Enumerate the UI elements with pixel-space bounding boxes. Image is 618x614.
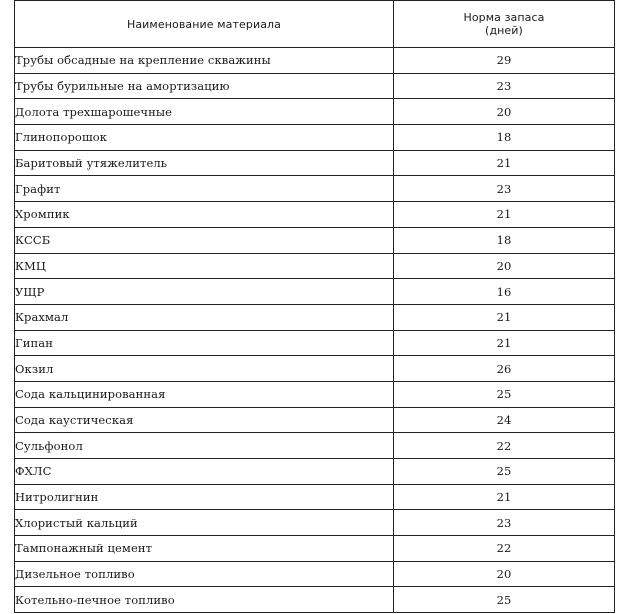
material-name-cell: Глинопорошок bbox=[15, 125, 394, 151]
material-name-cell: УЩР bbox=[15, 279, 394, 305]
material-name-cell: Хромпик bbox=[15, 202, 394, 228]
table-row bbox=[15, 176, 615, 202]
stock-days-cell: 23 bbox=[394, 73, 615, 99]
stock-days-cell: 23 bbox=[394, 510, 615, 536]
material-name-cell: Сульфонол bbox=[15, 433, 394, 459]
table-row bbox=[15, 433, 615, 459]
table-row bbox=[15, 459, 615, 485]
stock-days-cell: 20 bbox=[394, 99, 615, 125]
table-row bbox=[15, 304, 615, 330]
table-row bbox=[15, 330, 615, 356]
table-row bbox=[15, 536, 615, 562]
material-name-cell: Баритовый утяжелитель bbox=[15, 150, 394, 176]
stock-days-cell: 21 bbox=[394, 484, 615, 510]
table-row bbox=[15, 561, 615, 587]
material-name-cell: Гипан bbox=[15, 330, 394, 356]
stock-days-cell: 21 bbox=[394, 202, 615, 228]
material-name-cell: Трубы обсадные на крепление скважины bbox=[15, 48, 394, 74]
header-row bbox=[15, 1, 615, 48]
material-name-cell: ФХЛС bbox=[15, 459, 394, 485]
stock-days-cell: 20 bbox=[394, 561, 615, 587]
table-row bbox=[15, 202, 615, 228]
header-stock-norm-unit: (дней) bbox=[485, 24, 523, 37]
material-name-cell: КМЦ bbox=[15, 253, 394, 279]
material-name-cell: Графит bbox=[15, 176, 394, 202]
header-stock-norm bbox=[394, 1, 615, 48]
stock-days-cell: 25 bbox=[394, 459, 615, 485]
header-stock-norm-label: Норма запаса bbox=[463, 11, 545, 24]
stock-days-cell: 21 bbox=[394, 150, 615, 176]
table-body bbox=[15, 48, 615, 613]
stock-days-cell: 23 bbox=[394, 176, 615, 202]
material-name-cell: Тампонажный цемент bbox=[15, 536, 394, 562]
material-name-cell: Трубы бурильные на амортизацию bbox=[15, 73, 394, 99]
material-name-cell: Окзил bbox=[15, 356, 394, 382]
material-name-cell: КССБ bbox=[15, 227, 394, 253]
material-name-cell: Дизельное топливо bbox=[15, 561, 394, 587]
stock-days-cell: 16 bbox=[394, 279, 615, 305]
materials-stock-table bbox=[14, 0, 615, 613]
material-name-cell: Хлористый кальций bbox=[15, 510, 394, 536]
stock-days-cell: 25 bbox=[394, 587, 615, 613]
table-row bbox=[15, 253, 615, 279]
table-row bbox=[15, 407, 615, 433]
table-row bbox=[15, 227, 615, 253]
table-row bbox=[15, 587, 615, 613]
table-row bbox=[15, 48, 615, 74]
material-name-cell: Котельно-печное топливо bbox=[15, 587, 394, 613]
material-name-cell: Нитролигнин bbox=[15, 484, 394, 510]
table-header bbox=[15, 1, 615, 48]
table-row bbox=[15, 510, 615, 536]
material-name-cell: Крахмал bbox=[15, 304, 394, 330]
stock-days-cell: 18 bbox=[394, 125, 615, 151]
stock-days-cell: 25 bbox=[394, 381, 615, 407]
table-row bbox=[15, 73, 615, 99]
header-material-name: Наименование материала bbox=[15, 1, 394, 48]
stock-days-cell: 21 bbox=[394, 304, 615, 330]
table-row bbox=[15, 150, 615, 176]
stock-days-cell: 22 bbox=[394, 536, 615, 562]
stock-days-cell: 24 bbox=[394, 407, 615, 433]
stock-days-cell: 21 bbox=[394, 330, 615, 356]
stock-days-cell: 22 bbox=[394, 433, 615, 459]
table-row bbox=[15, 125, 615, 151]
table-row bbox=[15, 99, 615, 125]
material-name-cell: Долота трехшарошечные bbox=[15, 99, 394, 125]
stock-days-cell: 29 bbox=[394, 48, 615, 74]
material-name-cell: Сода каустическая bbox=[15, 407, 394, 433]
material-name-cell: Сода кальцинированная bbox=[15, 381, 394, 407]
table-row bbox=[15, 279, 615, 305]
stock-days-cell: 26 bbox=[394, 356, 615, 382]
stock-days-cell: 20 bbox=[394, 253, 615, 279]
table-row bbox=[15, 484, 615, 510]
table-row bbox=[15, 381, 615, 407]
stock-days-cell: 18 bbox=[394, 227, 615, 253]
table-row bbox=[15, 356, 615, 382]
